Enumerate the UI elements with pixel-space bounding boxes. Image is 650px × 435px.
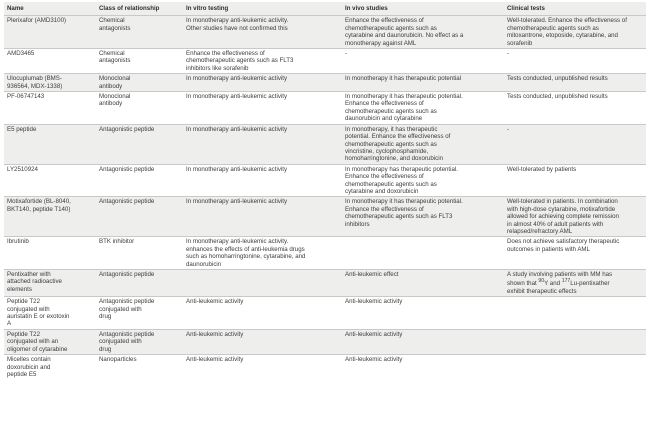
cell-clinical: - bbox=[507, 50, 510, 58]
table-row bbox=[4, 124, 646, 164]
cell-clinical: Well-tolerated in patients. In combination with high-dose cytarabine, motixafortide allowed for achieving complete remission in almost 40% of adult patients with relapsed/refractory AML bbox=[507, 198, 619, 235]
cell-name: LY2510924 bbox=[7, 165, 38, 173]
header-in-vitro: In vitro testing bbox=[183, 2, 342, 16]
cell-class: Monoclonal antibody bbox=[99, 93, 131, 108]
header-row bbox=[4, 2, 646, 16]
cell-in-vivo: In monotherapy, it has therapeutic potential. Enhance the effectiveness of chemotherapeutic agents such as vincristine, cyclophosphamide, homoharringtonine, and doxorubicin bbox=[345, 125, 451, 163]
header-clinical: Clinical tests bbox=[504, 2, 646, 16]
cell-clinical bbox=[504, 270, 646, 297]
table-row bbox=[4, 237, 646, 270]
table-row bbox=[4, 329, 646, 354]
header-name: Name bbox=[4, 2, 96, 16]
drug-table bbox=[4, 2, 646, 379]
table-row bbox=[4, 164, 646, 197]
cell-name: Pentixather with attached radioactive elements bbox=[7, 271, 62, 293]
cell-in-vitro: In monotherapy anti-leukemic activity bbox=[186, 75, 288, 83]
table-row bbox=[4, 297, 646, 330]
cell-class: Antagonistic peptide conjugated with drug bbox=[99, 330, 155, 353]
cell-clinical bbox=[504, 355, 646, 380]
cell-name: Ibrutinib bbox=[7, 238, 29, 246]
cell-in-vivo bbox=[342, 237, 504, 270]
cell-class: Chemical antagonists bbox=[99, 50, 131, 65]
cell-in-vivo: Anti-leukemic activity bbox=[345, 298, 403, 306]
table-row bbox=[4, 49, 646, 74]
cell-name: AMD3465 bbox=[7, 50, 35, 58]
cell-in-vitro: In monotherapy anti-leukemic activity bbox=[186, 125, 288, 133]
cell-in-vivo: In monotherapy it has therapeutic potential bbox=[345, 75, 462, 83]
cell-in-vitro: Anti-leukemic activity bbox=[186, 330, 244, 338]
table-row bbox=[4, 355, 646, 380]
cell-class: Antagonistic peptide bbox=[99, 125, 155, 133]
isotope-mass-number: 177 bbox=[561, 278, 571, 285]
cell-name: Peptide T22 conjugated with an oligomer of cytarabine bbox=[7, 330, 68, 353]
clinical-text-part: Lu-pentixather exhibit therapeutic effects bbox=[507, 280, 610, 295]
cell-class: Antagonistic peptide bbox=[99, 198, 155, 206]
cell-clinical: Tests conducted, unpublished results bbox=[507, 93, 608, 101]
cell-in-vitro: Anti-leukemic activity bbox=[186, 356, 244, 364]
table-row bbox=[4, 74, 646, 92]
cell-clinical: Tests conducted, unpublished results bbox=[507, 75, 608, 83]
cell-in-vitro bbox=[183, 270, 342, 297]
header-in-vivo: In vivo studies bbox=[342, 2, 504, 16]
cell-class: BTK inhibitor bbox=[99, 238, 135, 246]
table-row bbox=[4, 92, 646, 125]
cell-class: Antagonistic peptide bbox=[99, 165, 155, 173]
table-row bbox=[4, 270, 646, 297]
cell-in-vivo: Enhance the effectiveness of chemotherapeutic agents such as cytarabine and daunorubicin. No effect as a monotherapy against AML bbox=[345, 17, 464, 47]
cell-in-vivo: Anti-leukemic activity bbox=[345, 330, 403, 338]
cell-in-vitro: In monotherapy anti-leukemic activity bbox=[186, 165, 288, 173]
cell-in-vivo: In monotherapy it has therapeutic potential. Enhance the effectiveness of chemotherapeutic agents such as FLT3 inhibitors bbox=[345, 198, 463, 228]
cell-name: Ulocuplumab (BMS- 936564, MDX-1338) bbox=[7, 75, 63, 90]
cell-clinical: - bbox=[507, 125, 510, 133]
cell-clinical: Well-tolerated by patients bbox=[507, 165, 577, 173]
cell-in-vivo: Anti-leukemic activity bbox=[345, 356, 403, 364]
cell-name: PF-06747143 bbox=[7, 93, 45, 101]
cell-class: Nanoparticles bbox=[99, 356, 137, 364]
table-row bbox=[4, 16, 646, 49]
cell-class: Monoclonal antibody bbox=[99, 75, 131, 90]
cell-clinical bbox=[504, 297, 646, 330]
cell-name: Motixafortide (BL-8040, BKT140, peptide T140) bbox=[7, 198, 71, 213]
cell-clinical: Well-tolerated. Enhance the effectiveness of chemotherapeutic agents such as mitoxantrone, etoposide, cytarabine, and sorafenib bbox=[507, 17, 627, 47]
cell-name: E5 peptide bbox=[7, 125, 37, 133]
isotope-mass-number: 90 bbox=[538, 278, 545, 285]
cell-in-vitro: Anti-leukemic activity bbox=[186, 298, 244, 306]
cell-in-vivo: - bbox=[345, 50, 348, 58]
clinical-text-part: A study involving patients with MM has shown that bbox=[507, 271, 613, 288]
cell-name: Peptide T22 conjugated with auristatin E or exotoxin A bbox=[7, 298, 70, 328]
cell-in-vivo: In monotherapy it has therapeutic potential. Enhance the effectiveness of chemotherapeutic agents such as daunorubicin and cytarabine bbox=[345, 93, 463, 123]
cell-in-vitro: In monotherapy anti-leukemic activity. enhances the effects of anti-leukemia drugs such as homoharringtonine, cytarabine, and daunorubicin bbox=[186, 238, 306, 268]
cell-clinical: Does not achieve satisfactory therapeutic outcomes in patients with AML bbox=[507, 238, 620, 253]
table-body bbox=[4, 16, 646, 379]
header-class: Class of relationship bbox=[96, 2, 183, 16]
cell-in-vitro: Enhance the effectiveness of chemotherapeutic agents such as FLT3 inhibitors like sorafenib bbox=[186, 50, 294, 72]
cell-in-vitro: In monotherapy anti-leukemic activity bbox=[186, 93, 288, 101]
cell-in-vitro: In monotherapy anti-leukemic activity bbox=[186, 198, 288, 206]
table-header bbox=[4, 2, 646, 16]
cell-name: Micelles contain doxorubicin and peptide E5 bbox=[7, 356, 51, 378]
clinical-text-part: Y and bbox=[544, 280, 562, 288]
cell-in-vivo: Anti-leukemic effect bbox=[345, 271, 399, 278]
cell-class: Antagonistic peptide bbox=[99, 271, 155, 278]
cell-class: Antagonistic peptide conjugated with drug bbox=[99, 298, 155, 321]
cell-in-vitro: In monotherapy anti-leukemic activity. Other studies have not confirmed this bbox=[186, 17, 289, 32]
table-row bbox=[4, 197, 646, 237]
cell-class: Chemical antagonists bbox=[99, 17, 131, 32]
cell-in-vivo: In monotherapy has therapeutic potential. Enhance the effectiveness of chemotherapeutic agents such as cytarabine and doxorubicin bbox=[345, 165, 458, 195]
cell-clinical bbox=[504, 329, 646, 354]
cell-name: Plerixafor (AMD3100) bbox=[7, 17, 67, 25]
